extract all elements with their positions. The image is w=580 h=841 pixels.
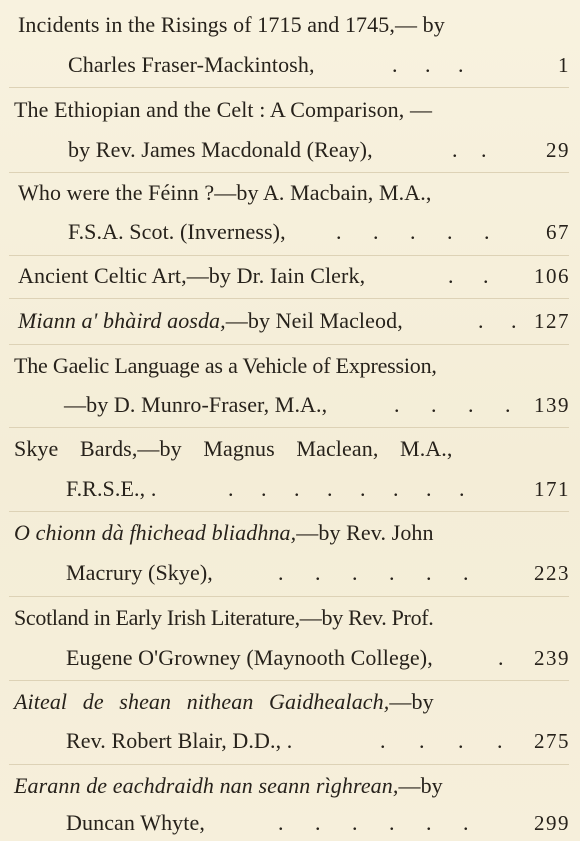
toc-entry-title: Ancient Celtic Art,—by Dr. Iain Clerk, <box>18 263 366 288</box>
page-number: 171 <box>534 477 570 501</box>
divider <box>9 427 569 428</box>
divider <box>9 344 569 345</box>
divider <box>9 255 569 256</box>
divider <box>9 596 569 597</box>
page-number: 275 <box>534 729 570 753</box>
leader-dots: . . <box>452 137 487 162</box>
page-number: 106 <box>534 264 570 288</box>
toc-entry-author: F.S.A. Scot. (Inverness), <box>68 219 286 244</box>
toc-entry-title: O chionn dà fhichead bliadhna,—by Rev. John <box>14 520 434 545</box>
toc-entry-author: Duncan Whyte, <box>66 810 205 835</box>
divider <box>9 172 569 173</box>
toc-entry-title: Earann de eachdraidh nan seann rìghrean,—by <box>14 773 443 798</box>
toc-entry-title: The Gaelic Language as a Vehicle of Expression, <box>14 353 437 378</box>
page-number: 223 <box>534 561 570 585</box>
page-number: 1 <box>558 53 570 77</box>
divider <box>9 87 569 88</box>
leader-dots: . . <box>448 263 489 288</box>
toc-entry-title: The Ethiopian and the Celt : A Comparison, — <box>14 97 433 122</box>
divider <box>9 298 569 299</box>
toc-entry-author: F.R.S.E., . <box>66 476 157 501</box>
divider <box>9 680 569 681</box>
toc-entry-author: —by D. Munro-Fraser, M.A., <box>64 392 328 417</box>
leader-dots: . . <box>478 308 517 333</box>
toc-entry-title: Scotland in Early Irish Literature,—by Rev. Prof. <box>14 605 434 630</box>
page-number: 67 <box>546 220 570 244</box>
leader-dots: . . . <box>392 52 464 77</box>
title-segment: Incidents in the Risings of 1715 and 1745,— by <box>18 12 445 37</box>
leader-dots: . . . . . . <box>278 560 469 585</box>
leader-dots: . . . . . . . . <box>228 476 465 501</box>
toc-entry-title: Miann a' bhàird aosda,—by Neil Macleod, <box>18 308 403 333</box>
page-number: 239 <box>534 646 570 670</box>
leader-dots: . . . . . <box>336 219 490 244</box>
toc-entry-author: Eugene O'Growney (Maynooth College), <box>66 645 433 670</box>
toc-entry-author: Macrury (Skye), <box>66 560 213 585</box>
page-number: 139 <box>534 393 570 417</box>
divider <box>9 764 569 765</box>
leader-dots: . . . . <box>394 392 511 417</box>
toc-entry-title <box>18 12 445 38</box>
leader-dots: . . . . . . <box>278 810 469 835</box>
toc-entry-author: Rev. Robert Blair, D.D., . <box>66 728 293 753</box>
toc-entry-title: Who were the Féinn ?—by A. Macbain, M.A., <box>18 180 432 205</box>
leader-dots: . <box>498 645 504 670</box>
toc-entry-title: Aiteal de shean nithean Gaidhealach,—by <box>14 689 434 714</box>
leader-dots: . . . . <box>380 728 503 753</box>
divider <box>9 511 569 512</box>
page-number: 29 <box>546 138 570 162</box>
toc-entry-author: by Rev. James Macdonald (Reay), <box>68 137 373 162</box>
page-number: 127 <box>534 309 570 333</box>
page-number: 299 <box>534 811 570 835</box>
toc-entry-author: Charles Fraser-Mackintosh, <box>68 52 315 77</box>
toc-entry-title: Skye Bards,—by Magnus Maclean, M.A., <box>14 436 453 461</box>
